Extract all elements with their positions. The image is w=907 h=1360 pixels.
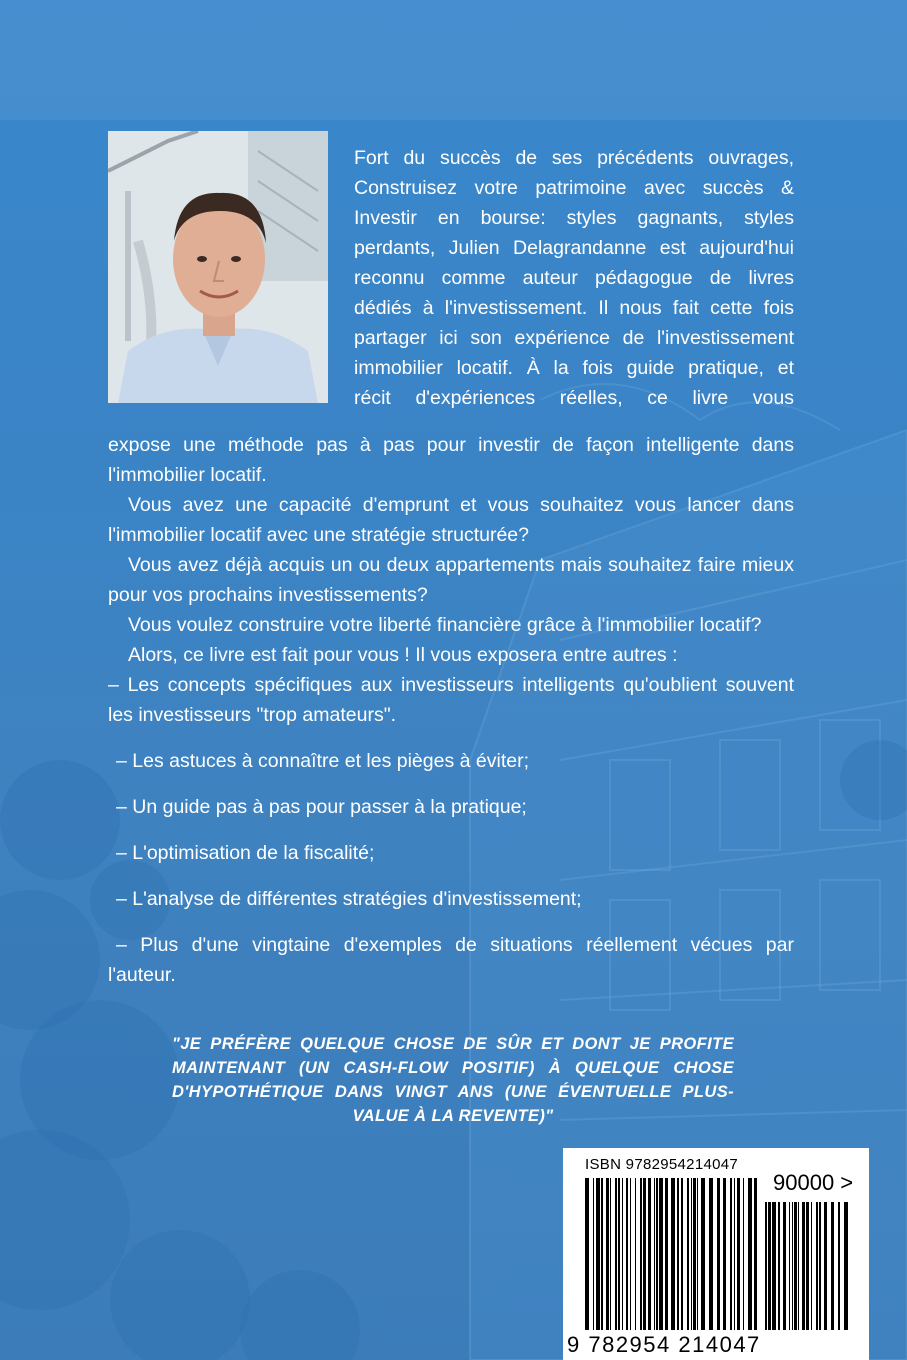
isbn-label: ISBN 9782954214047 bbox=[585, 1156, 739, 1173]
barcode-bar bbox=[635, 1178, 636, 1330]
paragraph: Alors, ce livre est fait pour vous ! Il vous exposera entre autres : bbox=[128, 644, 678, 666]
barcode-bar bbox=[687, 1178, 689, 1330]
barcode-bar bbox=[677, 1178, 679, 1330]
barcode-bar bbox=[737, 1178, 740, 1330]
barcode-bar bbox=[626, 1178, 628, 1330]
barcode-bar bbox=[844, 1202, 848, 1330]
intro-line: Fort du succès de ses précédents ouvrages, bbox=[354, 147, 794, 169]
barcode-bar bbox=[816, 1202, 818, 1330]
intro-line: perdants, Julien Delagrandanne est aujourd'hui bbox=[354, 237, 794, 259]
barcode-bar bbox=[648, 1178, 651, 1330]
barcode-bar bbox=[606, 1178, 609, 1330]
barcode-bar bbox=[654, 1178, 655, 1330]
barcode-bar bbox=[622, 1178, 623, 1330]
paragraph: expose une méthode pas à pas pour investir de façon intelligente dans l'immobilier locatif. bbox=[108, 434, 794, 486]
paragraph: Vous avez une capacité d'emprunt et vous souhaitez vous lancer dans l'immobilier locatif avec une stratégie structurée? bbox=[108, 494, 794, 546]
barcode-bar bbox=[768, 1202, 771, 1330]
author-photo bbox=[108, 131, 328, 403]
barcode-bar bbox=[794, 1202, 797, 1330]
barcode-bar bbox=[838, 1202, 840, 1330]
barcode-bar bbox=[643, 1178, 646, 1330]
list-item: – L'optimisation de la fiscalité; bbox=[116, 842, 375, 864]
barcode-bar bbox=[656, 1178, 658, 1330]
barcode-bar bbox=[709, 1178, 713, 1330]
barcode-bar bbox=[819, 1202, 821, 1330]
barcode-bar bbox=[748, 1178, 752, 1330]
list-item: – Plus d'une vingtaine d'exemples de situations réellement vécues par l'auteur. bbox=[108, 934, 794, 986]
isbn-barcode-box bbox=[563, 1148, 869, 1360]
barcode-bar bbox=[792, 1202, 793, 1330]
barcode-bar bbox=[659, 1178, 663, 1330]
list-item: – Un guide pas à pas pour passer à la pratique; bbox=[116, 796, 527, 818]
barcode-bar bbox=[789, 1202, 790, 1330]
paragraph: – Les concepts spécifiques aux investisseurs intelligents qu'oublient souvent les investisseurs "trop amateurs". bbox=[108, 674, 794, 726]
addon-barcode-icon bbox=[763, 1202, 849, 1330]
list-item: – L'analyse de différentes stratégies d'investissement; bbox=[116, 888, 582, 910]
intro-line: immobilier locatif. À la fois guide pratique, et bbox=[354, 357, 794, 379]
barcode-bar bbox=[783, 1202, 786, 1330]
barcode-bar bbox=[701, 1178, 705, 1330]
barcode-bar bbox=[630, 1178, 631, 1330]
barcode-bar bbox=[681, 1178, 683, 1330]
intro-line: reconnu comme auteur pédagogue de livres bbox=[354, 267, 794, 289]
intro-line: Construisez votre patrimoine avec succès & bbox=[354, 177, 794, 199]
intro-paragraph bbox=[354, 143, 794, 413]
barcode-bar bbox=[730, 1178, 732, 1330]
barcode-bar bbox=[754, 1178, 757, 1330]
author-quote: "JE PRÉFÈRE QUELQUE CHOSE DE SÛR ET DONT JE PROFITE MAINTENANT (UN CASH-FLOW POSITIF) À QUELQUE CHOSE D'HYPOTHÉTIQUE DANS VINGT ANS (UNE ÉVENTUELLE PLUS-VALUE À LA REVENTE)" bbox=[172, 1035, 734, 1125]
barcode-bar bbox=[640, 1178, 642, 1330]
barcode-bar bbox=[693, 1178, 696, 1330]
author-portrait-icon bbox=[108, 131, 328, 403]
intro-line: partager ici son expérience de l'investissement bbox=[354, 327, 794, 349]
barcode-bar bbox=[772, 1202, 776, 1330]
bullet-list bbox=[108, 746, 794, 990]
price-code: 90000 > bbox=[773, 1170, 854, 1195]
barcode-bar bbox=[601, 1178, 603, 1330]
barcode-bar bbox=[798, 1202, 799, 1330]
barcode-bar bbox=[610, 1178, 611, 1330]
paragraph: Vous avez déjà acquis un ou deux appartements mais souhaitez faire mieux pour vos prochains investissements? bbox=[108, 554, 794, 606]
barcode-bar bbox=[596, 1178, 600, 1330]
barcode-bar bbox=[593, 1178, 594, 1330]
barcode-bar bbox=[723, 1178, 726, 1330]
body-text bbox=[108, 430, 794, 990]
barcode-bar bbox=[717, 1178, 720, 1330]
barcode-bar bbox=[697, 1178, 698, 1330]
list-item: – Les astuces à connaître et les pièges à éviter; bbox=[116, 750, 529, 772]
barcode-bar bbox=[671, 1178, 675, 1330]
paragraph: Vous voulez construire votre liberté financière grâce à l'immobilier locatif? bbox=[128, 614, 762, 636]
intro-line: dédiés à l'investissement. Il nous fait cette fois bbox=[354, 297, 794, 319]
barcode-bar bbox=[618, 1178, 620, 1330]
barcode-bar bbox=[824, 1202, 827, 1330]
intro-line: Investir en bourse: styles gagnants, styles bbox=[354, 207, 794, 229]
barcode-bar bbox=[806, 1202, 809, 1330]
barcode-bar bbox=[778, 1202, 780, 1330]
barcode-bar bbox=[811, 1202, 812, 1330]
barcode-bar bbox=[802, 1202, 805, 1330]
barcode-bar bbox=[585, 1178, 589, 1330]
barcode-bar bbox=[765, 1202, 767, 1330]
isbn-digits: 9 782954 214047 bbox=[567, 1332, 761, 1357]
barcode-bar bbox=[743, 1178, 744, 1330]
barcode-bar bbox=[691, 1178, 692, 1330]
barcode-bar bbox=[615, 1178, 617, 1330]
ean13-barcode-icon bbox=[583, 1178, 759, 1330]
barcode-bar bbox=[734, 1178, 735, 1330]
intro-line: récit d'expériences réelles, ce livre vous bbox=[354, 387, 794, 409]
barcode-bar bbox=[665, 1178, 668, 1330]
barcode-bar bbox=[831, 1202, 834, 1330]
